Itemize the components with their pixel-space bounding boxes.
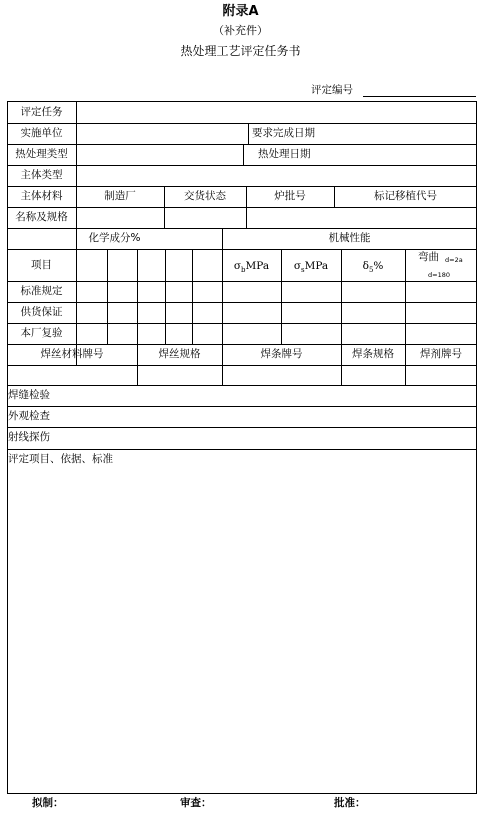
std-label: 标准规定 bbox=[20, 285, 63, 297]
wire-spec-label: 焊丝规格 bbox=[158, 348, 201, 360]
mech-header: 机械性能 bbox=[328, 232, 371, 244]
weld-check-label: 焊缝检验 bbox=[8, 389, 50, 401]
bend-d2: d=180 bbox=[428, 271, 450, 279]
bend-d1: d=2a bbox=[445, 256, 463, 264]
unit-label: 实施单位 bbox=[20, 127, 63, 139]
wire-grade-label: 焊丝材料牌号 bbox=[40, 348, 104, 360]
deadline-label: 要求完成日期 bbox=[252, 127, 315, 139]
rod-spec-label: 焊条规格 bbox=[352, 348, 394, 360]
ht-type-label: 热处理类型 bbox=[15, 148, 68, 160]
drafted-label: 拟制： bbox=[32, 797, 64, 809]
sigma-b-label: $\sigma_bMPa$ bbox=[233, 260, 270, 275]
task-label: 评定任务 bbox=[20, 106, 63, 118]
sigma-s-label: $\sigma_sMPa$ bbox=[293, 260, 329, 275]
furnace-no-label: 炉批号 bbox=[274, 190, 306, 202]
supplement-label: （补充件） bbox=[213, 24, 268, 37]
recheck-label: 本厂复验 bbox=[20, 327, 63, 339]
visual-label: 外观检查 bbox=[8, 410, 50, 422]
manufacturer-label: 制造厂 bbox=[104, 190, 136, 202]
chem-header: 化学成分% bbox=[88, 232, 141, 244]
body-type-label: 主体类型 bbox=[20, 169, 63, 181]
eval-no-field[interactable] bbox=[363, 96, 476, 97]
item-label: 项目 bbox=[31, 259, 52, 271]
flux-grade-label: 焊剂牌号 bbox=[420, 348, 462, 360]
eval-no-label: 评定编号 bbox=[311, 84, 353, 96]
ht-date-label: 热处理日期 bbox=[258, 148, 311, 160]
delta5-label: $\delta_5\%$ bbox=[362, 260, 384, 275]
delivery-state-label: 交货状态 bbox=[184, 190, 226, 202]
supply-label: 供货保证 bbox=[20, 306, 63, 318]
name-spec-label: 名称及规格 bbox=[15, 211, 68, 223]
body-material-label: 主体材料 bbox=[20, 190, 63, 202]
approve-label: 批准： bbox=[334, 797, 366, 809]
form-title: 热处理工艺评定任务书 bbox=[180, 44, 301, 58]
transfer-code-label: 标记移植代号 bbox=[374, 190, 437, 202]
radiography-label: 射线探伤 bbox=[8, 431, 50, 443]
appendix-title: 附录A bbox=[222, 4, 259, 19]
eval-items-label: 评定项目、依据、标准 bbox=[8, 453, 113, 465]
rod-grade-label: 焊条牌号 bbox=[260, 348, 303, 360]
form-table bbox=[7, 101, 477, 794]
bend-label: 弯曲 bbox=[418, 251, 439, 263]
review-label: 审查： bbox=[180, 797, 212, 809]
